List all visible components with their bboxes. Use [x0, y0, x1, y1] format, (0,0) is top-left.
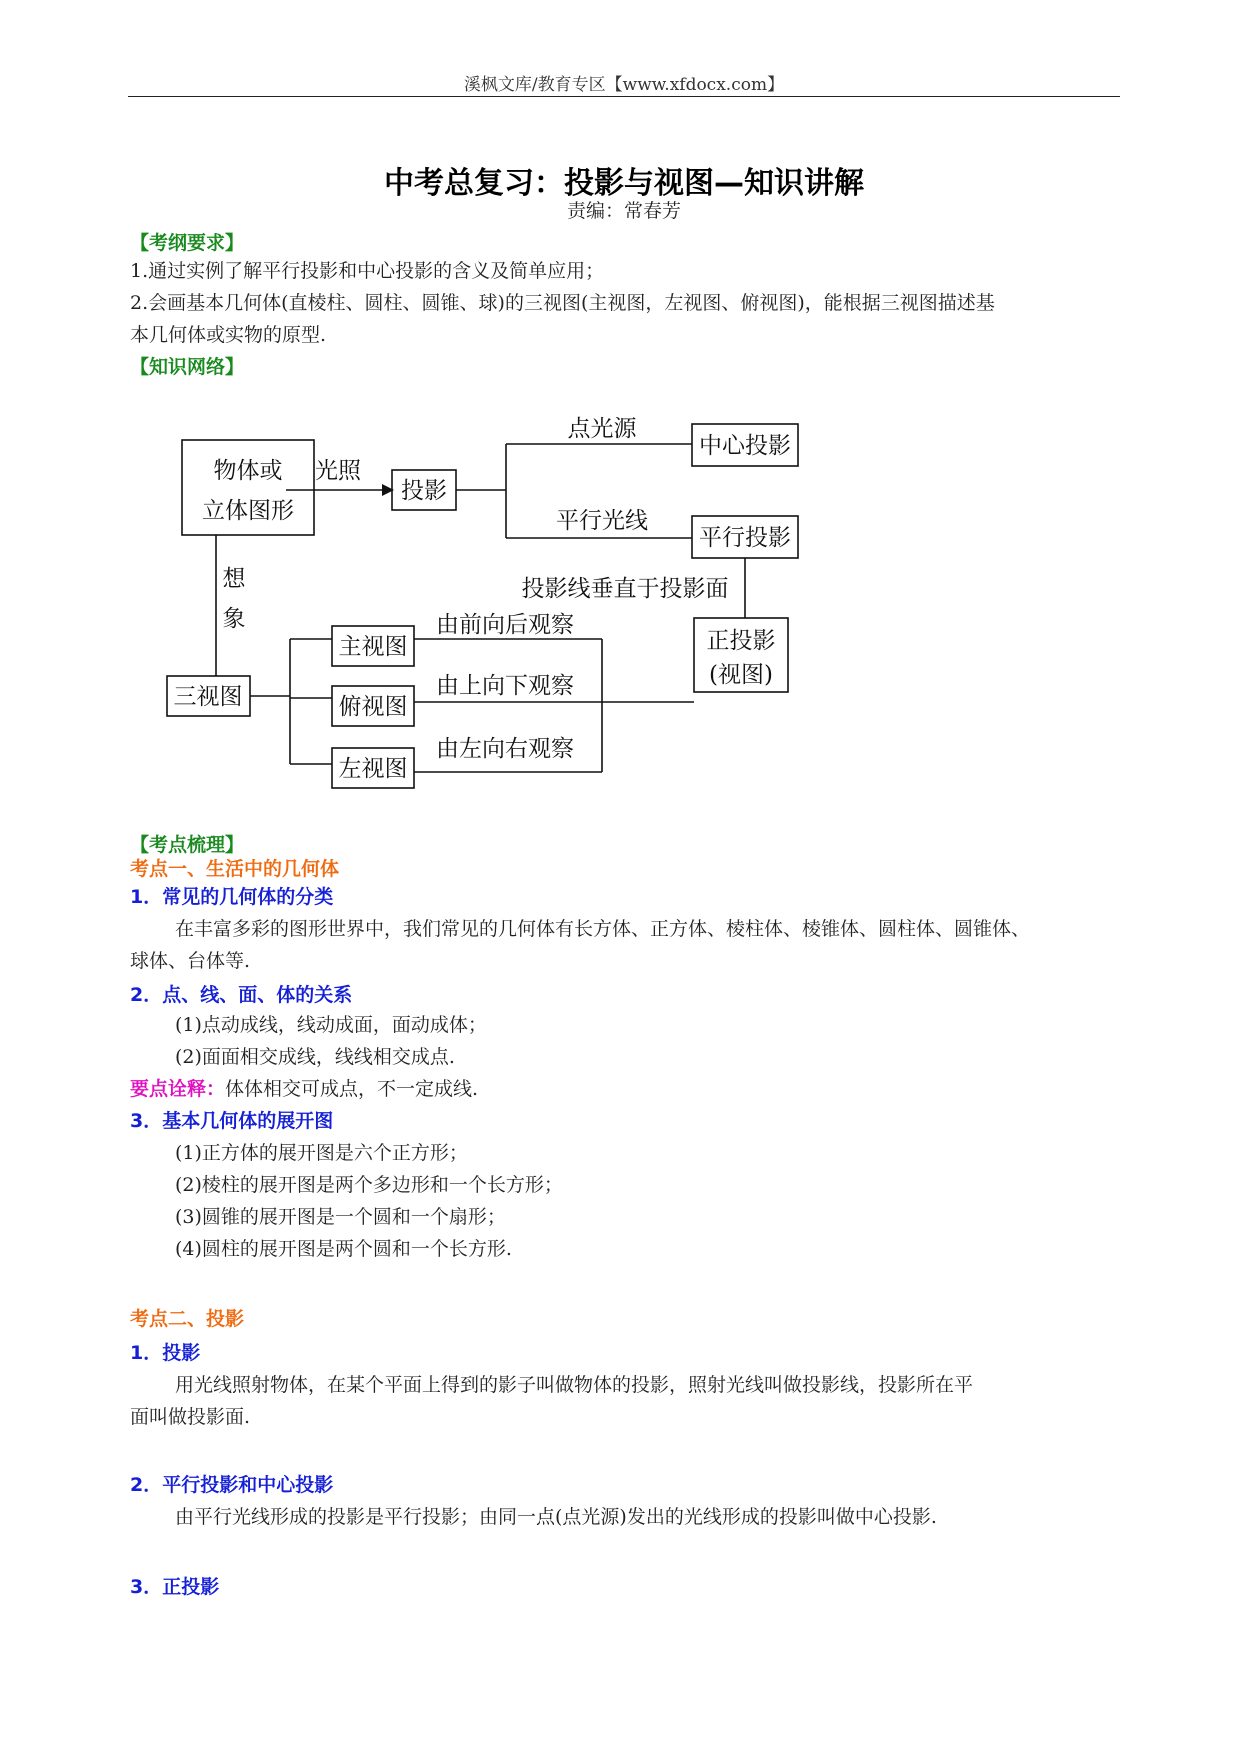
- point2-title: 考点二、投影: [130, 1308, 245, 1330]
- central-projection-label: 中心投影: [699, 433, 791, 459]
- point1-s3-title: 3．基本几何体的展开图: [130, 1110, 334, 1132]
- parallel-projection-label: 平行投影: [699, 525, 791, 551]
- orthographic-label-1: 正投影: [706, 628, 776, 654]
- object-label-2: 立体图形: [202, 498, 294, 524]
- note-text: 体体相交可成点，不一定成线.: [225, 1078, 479, 1100]
- point1-s3-item1: (1)正方体的展开图是六个正方形；: [175, 1142, 468, 1164]
- left-view-label: 左视图: [338, 756, 408, 782]
- knowledge-network-diagram: [160, 398, 920, 818]
- point1-s3-item4: (4)圆柱的展开图是两个圆和一个长方形.: [175, 1238, 512, 1260]
- outline-item-2a: 2.会画基本几何体(直棱柱、圆柱、圆锥、球)的三视图(主视图，左视图、俯视图)，能根据三视图描述基: [130, 292, 995, 314]
- imagine-label-2: 象: [222, 606, 246, 632]
- outline-item-2b: 本几何体或实物的原型.: [130, 324, 327, 346]
- point2-s1-para1: 用光线照射物体，在某个平面上得到的影子叫做物体的投影，照射光线叫做投影线，投影所在平: [175, 1374, 974, 1396]
- front-direction-label: 由前向后观察: [436, 612, 574, 638]
- point1-s1-title: 1．常见的几何体的分类: [130, 886, 334, 908]
- orthographic-label-2: (视图): [709, 662, 773, 688]
- three-views-label: 三视图: [173, 684, 243, 710]
- imagine-label-1: 想: [222, 566, 246, 592]
- parallel-light-label: 平行光线: [556, 508, 648, 534]
- point1-title: 考点一、生活中的几何体: [130, 858, 340, 880]
- note-label: 要点诠释：: [130, 1078, 226, 1100]
- point1-note: [130, 1074, 478, 1101]
- projection-label: 投影: [401, 478, 447, 504]
- point2-s1-title: 1．投影: [130, 1342, 201, 1364]
- top-view-label: 俯视图: [338, 694, 408, 720]
- network-heading: 【知识网络】: [130, 356, 245, 378]
- point1-s2-item1: (1)点动成线，线动成面，面动成体；: [175, 1014, 487, 1036]
- outline-heading: 【考纲要求】: [130, 232, 245, 254]
- left-direction-label: 由左向右观察: [436, 736, 574, 762]
- front-view-label: 主视图: [338, 634, 408, 660]
- point1-s2-title: 2．点、线、面、体的关系: [130, 984, 353, 1006]
- point1-s1-para1: 在丰富多彩的图形世界中，我们常见的几何体有长方体、正方体、棱柱体、棱锥体、圆柱体、圆锥体、: [175, 918, 1031, 940]
- point2-s2-para1: 由平行光线形成的投影是平行投影；由同一点(点光源)发出的光线形成的投影叫做中心投影.: [175, 1506, 937, 1528]
- point2-s1-para2: 面叫做投影面.: [130, 1406, 251, 1428]
- points-heading: 【考点梳理】: [130, 834, 245, 856]
- page-header: 溪枫文库/教育专区【www.xfdocx.com】: [463, 75, 785, 95]
- top-direction-label: 由上向下观察: [436, 673, 574, 699]
- header-rule: [128, 96, 1120, 97]
- point-source-label: 点光源: [567, 416, 637, 442]
- point1-s3-item3: (3)圆锥的展开图是一个圆和一个扇形；: [175, 1206, 506, 1228]
- outline-item-1: 1.通过实例了解平行投影和中心投影的含义及简单应用；: [130, 260, 605, 282]
- document-editor: 责编：常春芳: [566, 200, 681, 222]
- point1-s2-item2: (2)面面相交成线，线线相交成点.: [175, 1046, 455, 1068]
- light-label: 光照: [315, 458, 361, 484]
- point1-s3-item2: (2)棱柱的展开图是两个多边形和一个长方形；: [175, 1174, 563, 1196]
- point2-s2-title: 2．平行投影和中心投影: [130, 1474, 334, 1496]
- document-title: 中考总复习：投影与视图—知识讲解: [384, 166, 864, 201]
- point1-s1-para2: 球体、台体等.: [130, 950, 251, 972]
- point2-s3-title: 3．正投影: [130, 1576, 220, 1598]
- object-label-1: 物体或: [213, 458, 283, 484]
- perpendicular-label: 投影线垂直于投影面: [521, 576, 729, 602]
